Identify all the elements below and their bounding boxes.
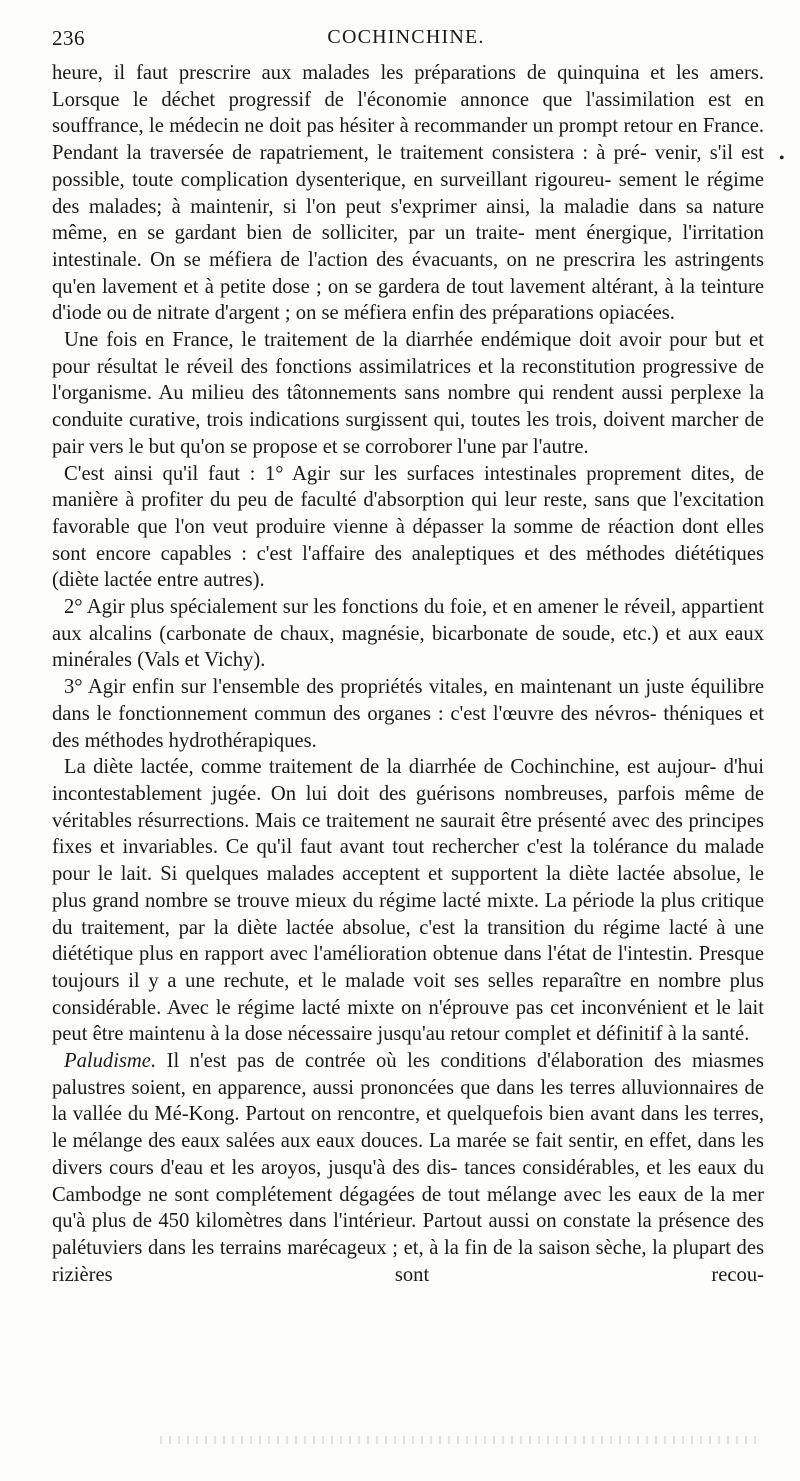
- page-number: 236: [52, 26, 85, 50]
- bottom-print-specks: [160, 1436, 760, 1444]
- text-line: 2° Agir plus spécialement sur les fonctions du foie, et en amener le réveil,: [64, 596, 677, 619]
- text-line: maladie dans sa nature même, en se gardant bien de solliciter, par un traite-: [52, 195, 764, 245]
- text-line: l'excitation favorable que l'on veut produire vienne à dépasser la somme de: [52, 489, 764, 538]
- text-line: venir, s'il est possible, toute complication dysenterique, en surveillant rigoureu-: [52, 142, 764, 191]
- page-header: [52, 22, 760, 58]
- text-line: avec des principes fixes et invariables. Ce qu'il faut avant tout rechercher c'est la: [52, 809, 764, 859]
- text-line: miasmes palustres soient, en apparence, aussi prononcées que dans les terres: [52, 1050, 765, 1099]
- text-line: Lorsque le déchet progressif de l'économie annonce que l'assimilation est en: [52, 88, 764, 111]
- text-line: la transition du régime lacté à une diététique plus en rapport avec l'amélioration: [52, 916, 764, 966]
- text-line: souffrance, le médecin ne doit pas hésiter à recommander un prompt retour en: [52, 115, 698, 138]
- text-line: lacté mixte on n'éprouve pas cet inconvénient et le lait peut être maintenu à la: [52, 996, 764, 1046]
- text-line: d'hui incontestablement jugée. On lui doit des guérisons nombreuses, parfois: [52, 756, 764, 805]
- body-text: [52, 60, 764, 1288]
- text-line: mixte. La période la plus critique du traitement, par la diète lactée absolue, c'est: [52, 889, 764, 939]
- paragraph-third-indication: [52, 674, 764, 754]
- text-line: enfin des préparations opiacées.: [411, 302, 675, 325]
- text-line: malade voit ses selles reparaître en nombre plus considérable. Avec le régime: [52, 969, 764, 1019]
- text-line: heure, il faut prescrire aux malades les préparations de quinquina et les amers.: [52, 62, 764, 84]
- running-title: COCHINCHINE.: [327, 26, 485, 48]
- text-line: tout lavement altérant, à la teinture d'iode ou de nitrate d'argent ; on se méfiera: [52, 275, 764, 325]
- text-line: diète lactée absolue, le plus grand nombre se trouve mieux du régime lacté: [52, 863, 765, 912]
- text-line: La diète lactée, comme traitement de la diarrhée de Cochinchine, est aujour-: [64, 756, 717, 779]
- text-line: théniques et des méthodes hydrothérapiques.: [52, 702, 765, 752]
- text-line: appartient aux alcalins (carbonate de chaux, magnésie, bicarbonate de soude, etc.): [52, 596, 764, 645]
- text-line: ment énergique, l'irritation intestinale. On se méfiera de l'action des évacuants,: [52, 222, 764, 271]
- text-line: même de véritables résurrections. Mais ce traitement ne saurait être présenté: [52, 782, 764, 832]
- text-line: réaction dont elles sont encore capables : c'est l'affaire des analeptiques et des: [52, 515, 764, 565]
- text-line: de tout mélange avec les eaux de la mer qu'à plus de 450 kilomètres dans: [52, 1183, 764, 1233]
- text-line: 3° Agir enfin sur l'ensemble des propriétés vitales, en maintenant un juste: [64, 676, 685, 699]
- text-line: France. Pendant la traversée de rapatriement, le traitement consistera : à pré-: [52, 115, 764, 165]
- text-line: bien avant dans les terres, le mélange des eaux salées aux eaux douces. La marée: [52, 1103, 765, 1153]
- text-line: on ne prescrira les astringents qu'en lavement et à petite dose ; on se gardera de: [52, 248, 764, 298]
- text-line: dose nécessaire jusqu'au retour complet et définitif à la santé.: [244, 1023, 750, 1046]
- paragraph-first-indication: [52, 461, 764, 595]
- paragraph-quinquina: [52, 60, 764, 327]
- text-line: l'intérieur. Partout aussi on constate la présence des palétuviers dans les terrains: [52, 1210, 764, 1259]
- text-line: Une fois en France, le traitement de la diarrhée endémique doit avoir pour: [64, 329, 708, 352]
- text-line: aussi perplexe la conduite curative, trois indications surgissent qui, toutes les: [52, 382, 764, 432]
- text-line: par l'autre.: [501, 435, 589, 458]
- paragraph-paludisme: [52, 1048, 764, 1288]
- text-line: tolérance du malade pour le lait. Si quelques malades acceptent et supportent la: [52, 836, 764, 886]
- section-heading-italic: Paludisme.: [64, 1050, 157, 1073]
- paragraph-second-indication: [52, 594, 764, 674]
- text-line: progressive de l'organisme. Au milieu des tâtonnements sans nombre qui rendent: [52, 355, 764, 405]
- paragraph-france-treatment: [52, 327, 764, 461]
- text-line: C'est ainsi qu'il faut : 1° Agir sur les surfaces intestinales proprement dites,: [64, 462, 735, 485]
- text-line: alluvionnaires de la vallée du Mé-Kong. Partout on rencontre, et quelquefois: [52, 1076, 764, 1126]
- text-line: se fait sentir, en effet, dans les divers cours d'eau et les aroyos, jusqu'à des dis-: [52, 1130, 764, 1179]
- print-speck: •: [779, 150, 785, 167]
- text-line: trois, doivent marcher de pair vers le but qu'on se propose et se corroborer l'une: [52, 409, 764, 458]
- text-line: but et pour résultat le réveil des fonctions assimilatrices et la reconstitution: [52, 329, 765, 378]
- text-line: et aux eaux minérales (Vals et Vichy).: [52, 622, 764, 672]
- text-line: obtenue dans l'état de l'intestin. Presque toujours il y a une rechute, et le: [52, 943, 764, 992]
- text-line: de manière à profiter du peu de faculté d'absorption qui leur reste, sans que: [52, 462, 764, 512]
- text-line: équilibre dans le fonctionnement commun des organes : c'est l'œuvre des névros-: [52, 676, 764, 725]
- text-line: Il n'est pas de contrée où les conditions d'élaboration des: [156, 1050, 682, 1073]
- text-line: tances considérables, et les eaux du Cambodge ne sont complétement dégagées: [52, 1156, 764, 1206]
- text-line: marécageux ; et, à la fin de la saison sèche, la plupart des rizières sont recou-: [52, 1236, 764, 1286]
- paragraph-diete-lactee: [52, 754, 764, 1048]
- text-line: méthodes diététiques (diète lactée entre autres).: [52, 542, 764, 592]
- text-line: sement le régime des malades; à maintenir, si l'on peut s'exprimer ainsi, la: [52, 168, 764, 218]
